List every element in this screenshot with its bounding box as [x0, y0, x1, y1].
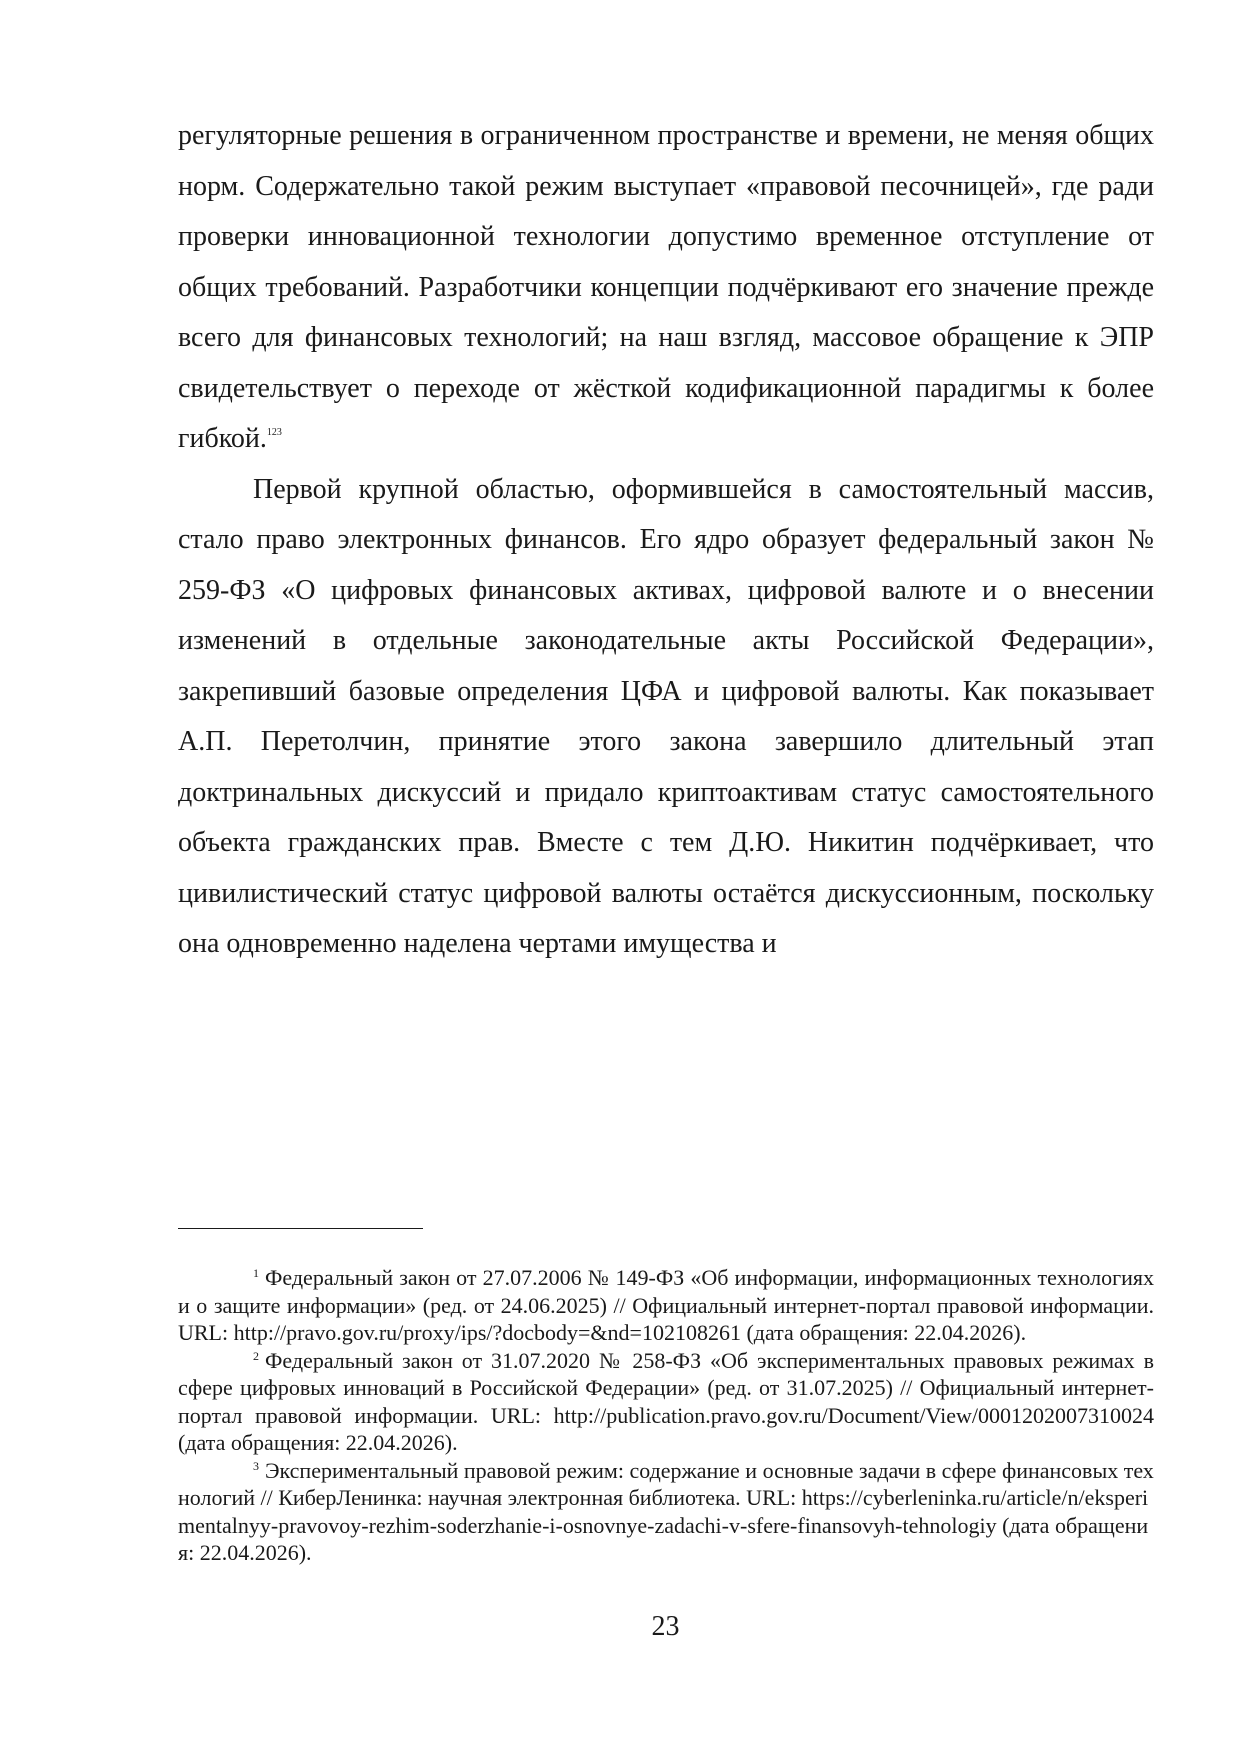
footnote-mark: 2 [253, 1348, 259, 1363]
footnote-1 [178, 1264, 1154, 1347]
footnote-mark: 3 [253, 1458, 259, 1473]
footnotes [178, 1264, 1154, 1567]
paragraph-text: регуляторные решения в ограниченном пространстве и времени, не меняя общих норм. Содержательно такой режим выступает «правовой песочницей», где ради проверки инновационной технологии допустимо временное отступление от общих требований. Разработчики концепции подчёркивают его значение прежде всего для финансовых технологий; на наш взгляд, массовое обращение к ЭПР свидетельствует о переходе от жёсткой кодификационной парадигмы к более гибкой. [178, 120, 1154, 454]
footnote-text: Федеральный закон от 31.07.2020 № 258-ФЗ «Об экспериментальных правовых режимах в сфере цифровых инноваций в Российской Федерации» (ред. от 31.07.2025) // Официальный интернет-портал правовой информации. URL: http://publication.pravo.gov.ru/Document/View/0001202007310024 (дата обращения: 22.04.2026). [178, 1347, 1154, 1455]
footnote-reference[interactable]: 123 [266, 427, 282, 438]
footnote-separator [178, 1228, 423, 1229]
footnote-3 [178, 1457, 1154, 1567]
footnote-text: Федеральный закон от 27.07.2006 № 149-ФЗ «Об информации, информационных технологиях и о защите информации» (ред. от 24.06.2025) // Официальный интернет-портал правовой информации. URL: http://pravo.gov.ru/proxy/ips/?docbody=&nd=102108261 (дата обращения: 22.04.2026). [178, 1265, 1154, 1345]
paragraph-continued [178, 111, 1154, 465]
paragraph-digital-finance [178, 465, 1154, 970]
footnote-text: Экспериментальный правовой режим: содержание и основные задачи в сфере финансовых технологий // КиберЛенинка: научная электронная библиотека. URL: https://cyberleninka.ru/article/n/eksperimentalnyy-pravovoy-rezhim-soderzhanie-i-osnovnye-zadachi-v-sfere-finansovyh-tehnologiy (дата обращения: 22.04.2026). [178, 1457, 1154, 1565]
paragraph-text: Первой крупной областью, оформившейся в самостоятельный массив, стало право электронных финансов. Его ядро образует федеральный закон № 259-ФЗ «О цифровых финансовых активах, цифровой валюте и о внесении изменений в отдельные законодательные акты Российской Федерации», закрепивший базовые определения ЦФА и цифровой валюты. Как показывает А.П. Перетолчин, принятие этого закона завершило длительный этап доктринальных дискуссий и придало криптоактивам статус самостоятельного объекта гражданских прав. Вместе с тем Д.Ю. Никитин подчёркивает, что цивилистический статус цифровой валюты остаётся дискуссионным, поскольку она одновременно наделена чертами имущества и [178, 473, 1154, 959]
footnote-2 [178, 1347, 1154, 1457]
page-number: 23 [651, 1611, 680, 1642]
body-text [178, 111, 1154, 970]
footnote-mark: 1 [253, 1266, 259, 1280]
